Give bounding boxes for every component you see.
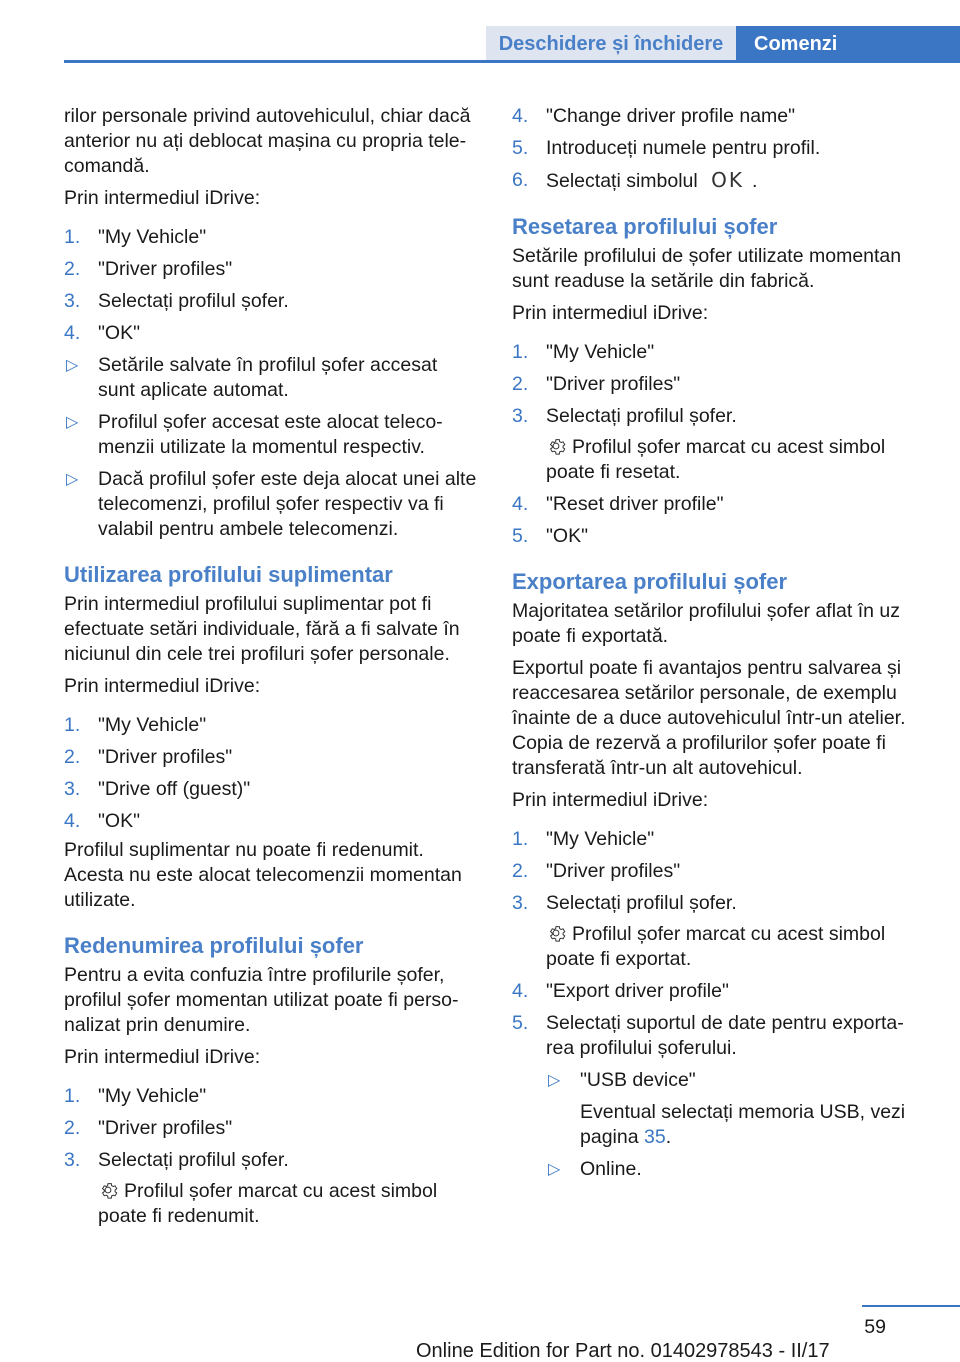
triangle-bullet-icon: ▷ [548, 1161, 561, 1178]
list-item: 4. "OK" [64, 322, 141, 344]
list-item: 4. "Reset driver profile" [512, 493, 724, 515]
page-number: 59 [864, 1316, 886, 1338]
right-column [512, 104, 922, 1189]
section-heading: Resetarea profilului șofer [512, 214, 778, 239]
steps-list [512, 340, 922, 429]
rename-paragraph: Pentru a evita confuzia între profilurile șofer, profilul șofer momentan utilizat poate fi perso‐nalizat prin denumire. [64, 964, 459, 1036]
steps-list [64, 1084, 478, 1173]
idrive-label: Prin intermediul iDrive: [64, 1046, 261, 1068]
gear-icon [546, 923, 566, 943]
list-item: 3. Selectați profilul șofer. [512, 892, 737, 914]
list-item: 2. "Driver profiles" [64, 258, 233, 280]
idrive-label: Prin intermediul iDrive: [512, 302, 709, 324]
idrive-label: Prin intermediul iDrive: [512, 789, 709, 811]
footer-rule [862, 1305, 960, 1307]
list-item: 1. "My Vehicle" [512, 828, 655, 850]
list-item: 2. "Driver profiles" [64, 1117, 233, 1139]
bullet-item: ▷ Dacă profilul șofer este deja alocat unei alte telecomenzi, profilul șofer respectiv va fi valabil pentru ambele telecomenzi. [66, 468, 477, 540]
triangle-bullet-icon: ▷ [66, 357, 79, 374]
section-heading: Redenumirea profilului șofer [64, 933, 364, 958]
triangle-bullet-icon: ▷ [66, 414, 79, 431]
bullet-item: ▷ Setările salvate în profilul șofer accesat sunt aplicate automat. [66, 354, 438, 401]
steps-list [512, 827, 922, 916]
list-item: 3. "Drive off (guest)" [64, 778, 251, 800]
guest-note: Profilul suplimentar nu poate fi redenumit. Acesta nu este alocat telecomenzii momentan utilizate. [64, 839, 462, 911]
usb-note: Eventual selectați memoria USB, vezi pagina 35. [580, 1101, 906, 1148]
guest-paragraph: Prin intermediul profilului suplimentar pot fi efectuate setări individuale, fără a fi salvate în niciunul din cele trei profiluri șofer personale. [64, 593, 460, 665]
list-item: 1. "My Vehicle" [64, 1085, 207, 1107]
list-item: 4. "OK" [64, 810, 141, 832]
list-item: 1. "My Vehicle" [64, 226, 207, 248]
bullet-item: ▷ Online. [548, 1158, 642, 1180]
list-item: 5. Selectați suportul de date pentru exporta‐rea profilului șoferului. [512, 1012, 904, 1059]
reset-paragraph: Setările profilului de șofer utilizate momentan sunt readuse la setările din fabrică. [512, 245, 902, 292]
page-link[interactable]: 35 [643, 1126, 666, 1148]
symbol-note: Profilul șofer marcat cu acest simbol poate fi redenumit. [98, 1180, 438, 1227]
triangle-bullet-icon: ▷ [548, 1072, 561, 1089]
list-item: 1. "My Vehicle" [64, 714, 207, 736]
steps-list [64, 225, 478, 542]
list-item: 4. "Change driver profile name" [512, 105, 796, 127]
list-item: 2. "Driver profiles" [64, 746, 233, 768]
page-header [0, 0, 960, 62]
steps-list [512, 492, 922, 549]
list-item: 1. "My Vehicle" [512, 341, 655, 363]
list-item: 3. Selectați profilul șofer. [512, 405, 737, 427]
section-tab[interactable]: Deschidere și închidere [486, 26, 736, 62]
symbol-note: Profilul șofer marcat cu acest simbol poate fi resetat. [546, 436, 886, 483]
list-item: 3. Selectați profilul șofer. [64, 1149, 289, 1171]
ok-symbol-icon: OK [711, 168, 745, 192]
left-column [64, 104, 478, 1236]
intro-paragraph: rilor personale privind autovehiculul, chiar dacă anterior nu ați deblocat mașina cu propria tele‐comandă. [64, 105, 471, 177]
edition-footer: Online Edition for Part no. 01402978543 - II/17 [416, 1340, 830, 1362]
list-item: 4. "Export driver profile" [512, 980, 729, 1002]
triangle-bullet-icon: ▷ [66, 471, 79, 488]
steps-list [64, 713, 478, 834]
list-item: 6. Selectați simbolul OK . [512, 168, 758, 192]
list-item: 5. Introduceți numele pentru profil. [512, 137, 821, 159]
steps-list [512, 104, 922, 194]
sub-bullet-list [512, 1068, 922, 1182]
steps-list [512, 979, 922, 1061]
export-paragraph: Majoritatea setărilor profilului șofer aflat în uz poate fi exportată. [512, 600, 901, 647]
header-rule [64, 60, 960, 63]
symbol-note: Profilul șofer marcat cu acest simbol poate fi exportat. [546, 923, 886, 970]
list-item: 2. "Driver profiles" [512, 373, 681, 395]
list-item: 2. "Driver profiles" [512, 860, 681, 882]
chapter-tab[interactable]: Comenzi [736, 26, 960, 62]
list-item: 3. Selectați profilul șofer. [64, 290, 289, 312]
gear-icon [546, 436, 566, 456]
list-item: 5. "OK" [512, 525, 589, 547]
idrive-label: Prin intermediul iDrive: [64, 187, 261, 209]
section-heading: Exportarea profilului șofer [512, 569, 788, 594]
bullet-item: ▷ "USB device" [548, 1069, 696, 1091]
idrive-label: Prin intermediul iDrive: [64, 675, 261, 697]
gear-icon [98, 1180, 118, 1200]
export-paragraph: Exportul poate fi avantajos pentru salvarea și reaccesarea setărilor personale, de exemplu înainte de a duce autovehiculul într-un atelier. Copia de rezervă a profilurilor șofer poate fi transferată într-un alt autovehicul. [512, 657, 906, 779]
bullet-item: ▷ Profilul șofer accesat este alocat teleco‐menzii utilizate la momentul respectiv. [66, 411, 443, 458]
section-heading: Utilizarea profilului suplimentar [64, 562, 393, 587]
